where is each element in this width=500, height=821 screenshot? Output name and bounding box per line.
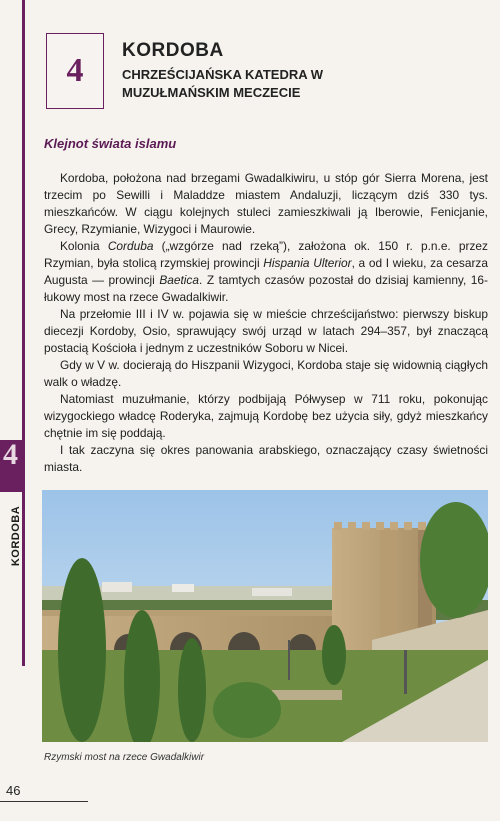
left-margin-rule (22, 0, 25, 666)
side-tab-number: 4 (3, 438, 18, 471)
paragraph: Gdy w V w. docierają do Hiszpanii Wizygoci, Kordoba staje się widownią ciągłych walk o władzę. (44, 358, 488, 389)
paragraph: Natomiast muzułmanie, którzy podbijają Półwysep w 711 roku, pokonując wizygockiego władcę Roderyka, zajmują Kordobę bez użycia siły, gdyż mieszkańcy chętnie im się poddają. (44, 392, 488, 440)
paragraph: I tak zaczyna się okres panowania arabskiego, oznaczający czasy świetności miasta. (44, 443, 488, 474)
chapter-number: 4 (66, 52, 84, 89)
side-running-label: KORDOBA (10, 505, 23, 567)
roman-bridge-photo (42, 490, 488, 742)
paragraph: Na przełomie III i IV w. pojawia się w mieście chrześcijaństwo: pierwszy biskup diecezji Kordoby, Osio, sprawujący swój urząd w latach 294–357, był znaczącą postacią Kościoła i jednym z uczestników Soboru w Nicei. (44, 307, 488, 355)
footer-rule (0, 801, 88, 802)
chapter-subtitle: CHRZEŚCIJAŃSKA KATEDRA W MUZUŁMAŃSKIM MECZECIE (122, 67, 324, 100)
page-number: 46 (6, 783, 21, 798)
photo-caption: Rzymski most na rzece Gwadalkiwir (44, 752, 205, 763)
chapter-title: KORDOBA (122, 40, 224, 61)
section-heading: Klejnot świata islamu (44, 136, 177, 151)
paragraph: Kolonia Corduba („wzgórze nad rzeką”), założona ok. 150 r. p.n.e. przez Rzymian, była stolicą rzymskiej prowincji Hispania Ulterior, a od I wieku, za cesarza Augusta — prowincji Baetica. Z tamtych czasów pozostał do dzisiaj kamienny, 16-łukowy most na rzece Gwadalkiwir. (44, 239, 488, 304)
chapter-number-box (46, 33, 104, 109)
body-text (44, 170, 488, 476)
paragraph: Kordoba, położona nad brzegami Gwadalkiwiru, u stóp gór Sierra Morena, jest trzecim po Sewilli i Maladdze miastem Andaluzji, liczącym dziś 330 tys. mieszkańców. W ciągu kolejnych stuleci zamieszkiwali ją Iberowie, Fenicjanie, Grecy, Rzymianie, Wizygoci i Maurowie. (44, 171, 488, 236)
